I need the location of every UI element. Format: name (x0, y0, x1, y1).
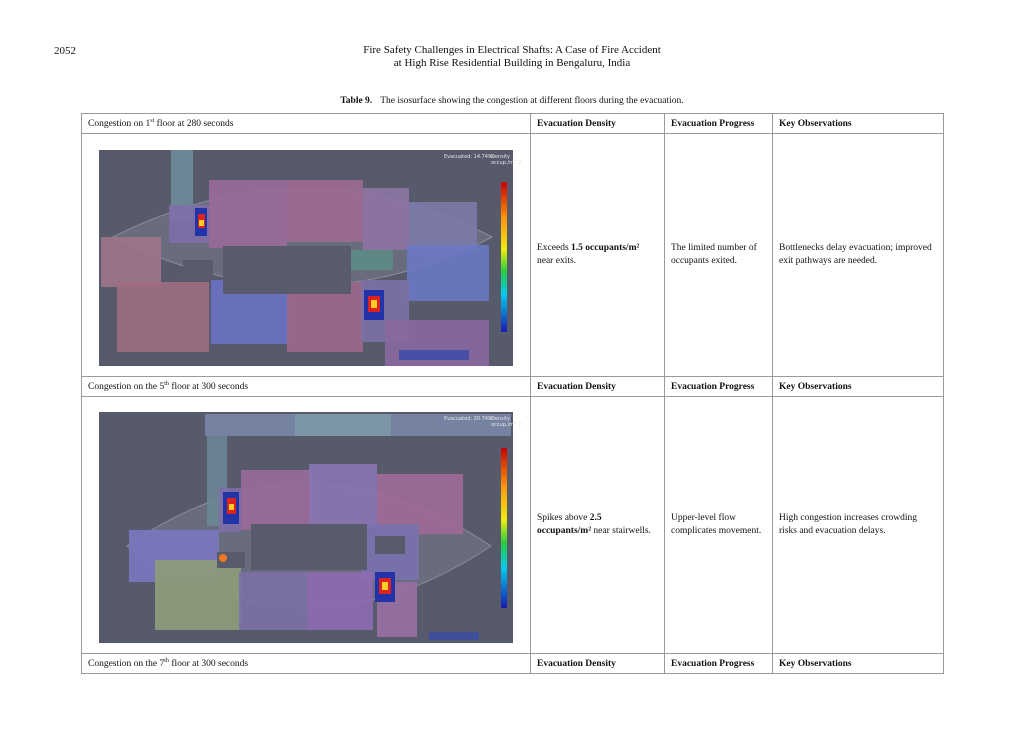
table-header-row (82, 377, 944, 397)
table-caption-text: The isosurface showing the congestion at different floors during the evacuation. (380, 96, 684, 106)
density-cell: Spikes above 2.5 occupants/m² near stairwells. (531, 397, 665, 654)
congestion-table (81, 113, 944, 674)
observations-cell: Bottlenecks delay evacuation; improved exit pathways are needed. (773, 134, 944, 377)
floor-5-figure-cell (82, 397, 531, 654)
row-title: Congestion on the 7th floor at 300 seconds (82, 654, 531, 674)
table-caption (0, 96, 1024, 106)
figure-density-label: Density (491, 416, 511, 422)
page-number: 2052 (54, 45, 76, 57)
column-header-density: Evacuation Density (531, 114, 665, 134)
column-header-observations: Key Observations (773, 114, 944, 134)
row-title: Congestion on the 5th floor at 300 seconds (82, 377, 531, 397)
figure-density-label: Density (491, 154, 511, 160)
column-header-density: Evacuation Density (531, 377, 665, 397)
table-row (82, 397, 944, 654)
column-header-density: Evacuation Density (531, 654, 665, 674)
progress-cell: The limited number of occupants exited. (665, 134, 773, 377)
observations-cell: High congestion increases crowding risks and evacuation delays. (773, 397, 944, 654)
running-head (300, 44, 724, 70)
running-head-line-2: at High Rise Residential Building in Bengaluru, India (393, 57, 631, 69)
figure-evacuated-label: Evacuated: 14.749s (444, 154, 494, 160)
column-header-observations: Key Observations (773, 377, 944, 397)
column-header-progress: Evacuation Progress (665, 654, 773, 674)
table-header-row (82, 654, 944, 674)
density-cell: Exceeds 1.5 occupants/m² near exits. (531, 134, 665, 377)
progress-cell: Upper-level flow complicates movement. (665, 397, 773, 654)
row-title: Congestion on 1st floor at 280 seconds (82, 114, 531, 134)
floor-1-figure-cell (82, 134, 531, 377)
floor-5-isosurface (99, 412, 522, 643)
figure-units-label: occup./m^2 (491, 422, 522, 428)
floor-1-isosurface (99, 150, 522, 366)
column-header-observations: Key Observations (773, 654, 944, 674)
figure-units-label: occup./m^2 (491, 160, 522, 166)
column-header-progress: Evacuation Progress (665, 377, 773, 397)
table-header-row (82, 114, 944, 134)
running-head-line-1: Fire Safety Challenges in Electrical Shafts: A Case of Fire Accident (363, 44, 661, 56)
table-label: Table 9. (340, 96, 373, 106)
figure-evacuated-label: Evacuated: 20.749s (444, 416, 494, 422)
column-header-progress: Evacuation Progress (665, 114, 773, 134)
table-row (82, 134, 944, 377)
